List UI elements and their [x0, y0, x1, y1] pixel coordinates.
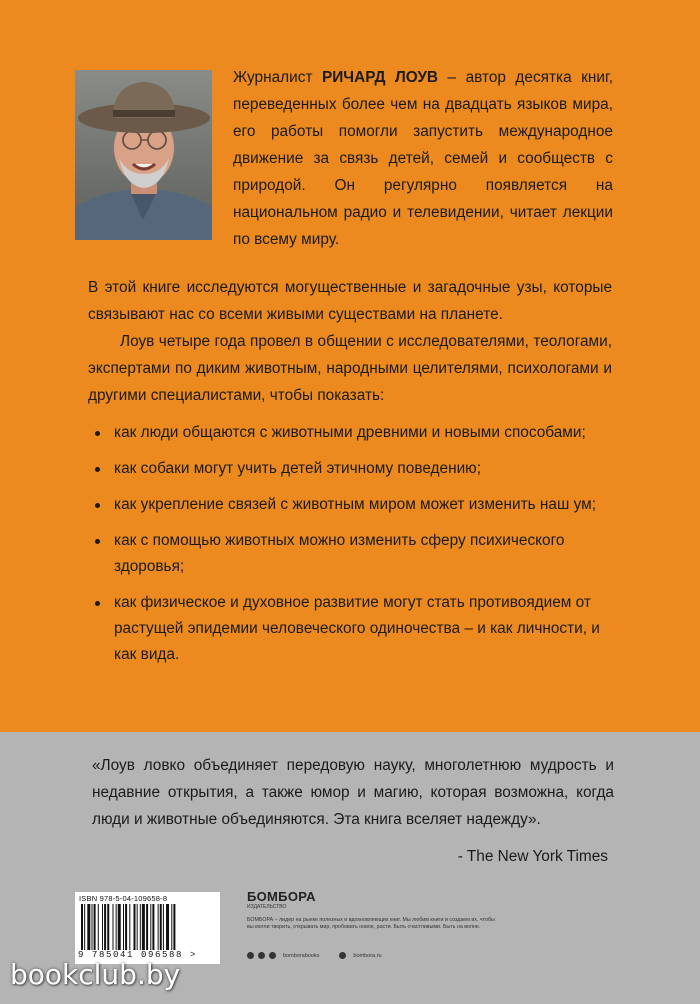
quote-text: «Лоув ловко объединяет передовую науку, многолетнюю мудрость и недавние открытия, а также юмор и магию, которая возможна, когда люди и животные объединяются. Эта книга вселяет надежду».: [92, 757, 614, 828]
publisher-site: bombora.ru: [353, 952, 382, 959]
publisher-name: БОМБОРА: [247, 889, 316, 904]
bullet-icon: [95, 467, 100, 472]
list-item-text: как с помощью животных можно изменить сферу психического здоровья;: [114, 532, 565, 575]
social-icon: [269, 952, 276, 959]
lead-paragraph: Лоув четыре года провел в общении с исследователями, теологами, экспертами по диким животным, народными целителями, психологами и другими специалистами, чтобы показать:: [88, 333, 612, 404]
publisher-logo: [247, 889, 316, 910]
author-bio: [233, 64, 613, 253]
quote-source: - The New York Times: [457, 848, 608, 865]
list-item: [88, 492, 612, 518]
social-icon: [258, 952, 265, 959]
bullet-list: [88, 420, 612, 668]
barcode-icon: [81, 904, 215, 950]
publisher-blurb: БОМБОРА – лидер на рынке полезных и вдохновляющих книг. Мы любим книги и создаем их, чтобы вы могли творить, открывать мир, пробовать новое, расти. Быть счастливыми. Быть на волне.: [247, 917, 495, 930]
bio-text: – автор десятка книг, переведенных более чем на двадцать языков мира, его работы помогли запустить международное движение за связь детей, семей и сообществ с природой. Он регулярно появляется на национальном радио и телевидении, читает лекции по всему миру.: [233, 69, 613, 248]
list-item-text: как собаки могут учить детей этичному поведению;: [114, 460, 481, 477]
globe-icon: [339, 952, 346, 959]
list-item-text: как физическое и духовное развитие могут стать противоядием от растущей эпидемии человеческого одиночества – и как личности, и как вида.: [114, 594, 600, 663]
list-item: [88, 420, 612, 446]
social-icon: [247, 952, 254, 959]
publisher-social: [247, 952, 398, 959]
social-handle: bomborabooks: [283, 952, 320, 959]
bullet-icon: [95, 503, 100, 508]
list-item: [88, 528, 612, 580]
barcode-digits: 9 785041 096588 >: [78, 950, 198, 960]
list-item: [88, 590, 612, 668]
author-name: РИЧАРД ЛОУВ: [321, 69, 439, 86]
intro-paragraph: В этой книге исследуются могущественные и загадочные узы, которые связывают нас со всеми живыми существами на планете.: [88, 279, 612, 323]
isbn-number: ISBN 978-5-04-109658-8: [79, 894, 168, 903]
list-item-text: как люди общаются с животными древними и новыми способами;: [114, 424, 586, 441]
bullet-icon: [95, 431, 100, 436]
list-item-text: как укрепление связей с животным миром может изменить наш ум;: [114, 496, 596, 513]
author-portrait-image: [75, 70, 212, 240]
bullet-icon: [95, 539, 100, 544]
publisher-subtitle: ИЗДАТЕЛЬСТВО: [247, 904, 287, 910]
book-description: [88, 274, 612, 678]
watermark: bookclub.by: [10, 958, 181, 991]
bullet-icon: [95, 601, 100, 606]
bio-lead-text: Журналист: [233, 69, 322, 86]
barcode-label: [75, 892, 220, 964]
review-quote: [92, 752, 614, 833]
author-photo: [75, 70, 212, 240]
list-item: [88, 456, 612, 482]
